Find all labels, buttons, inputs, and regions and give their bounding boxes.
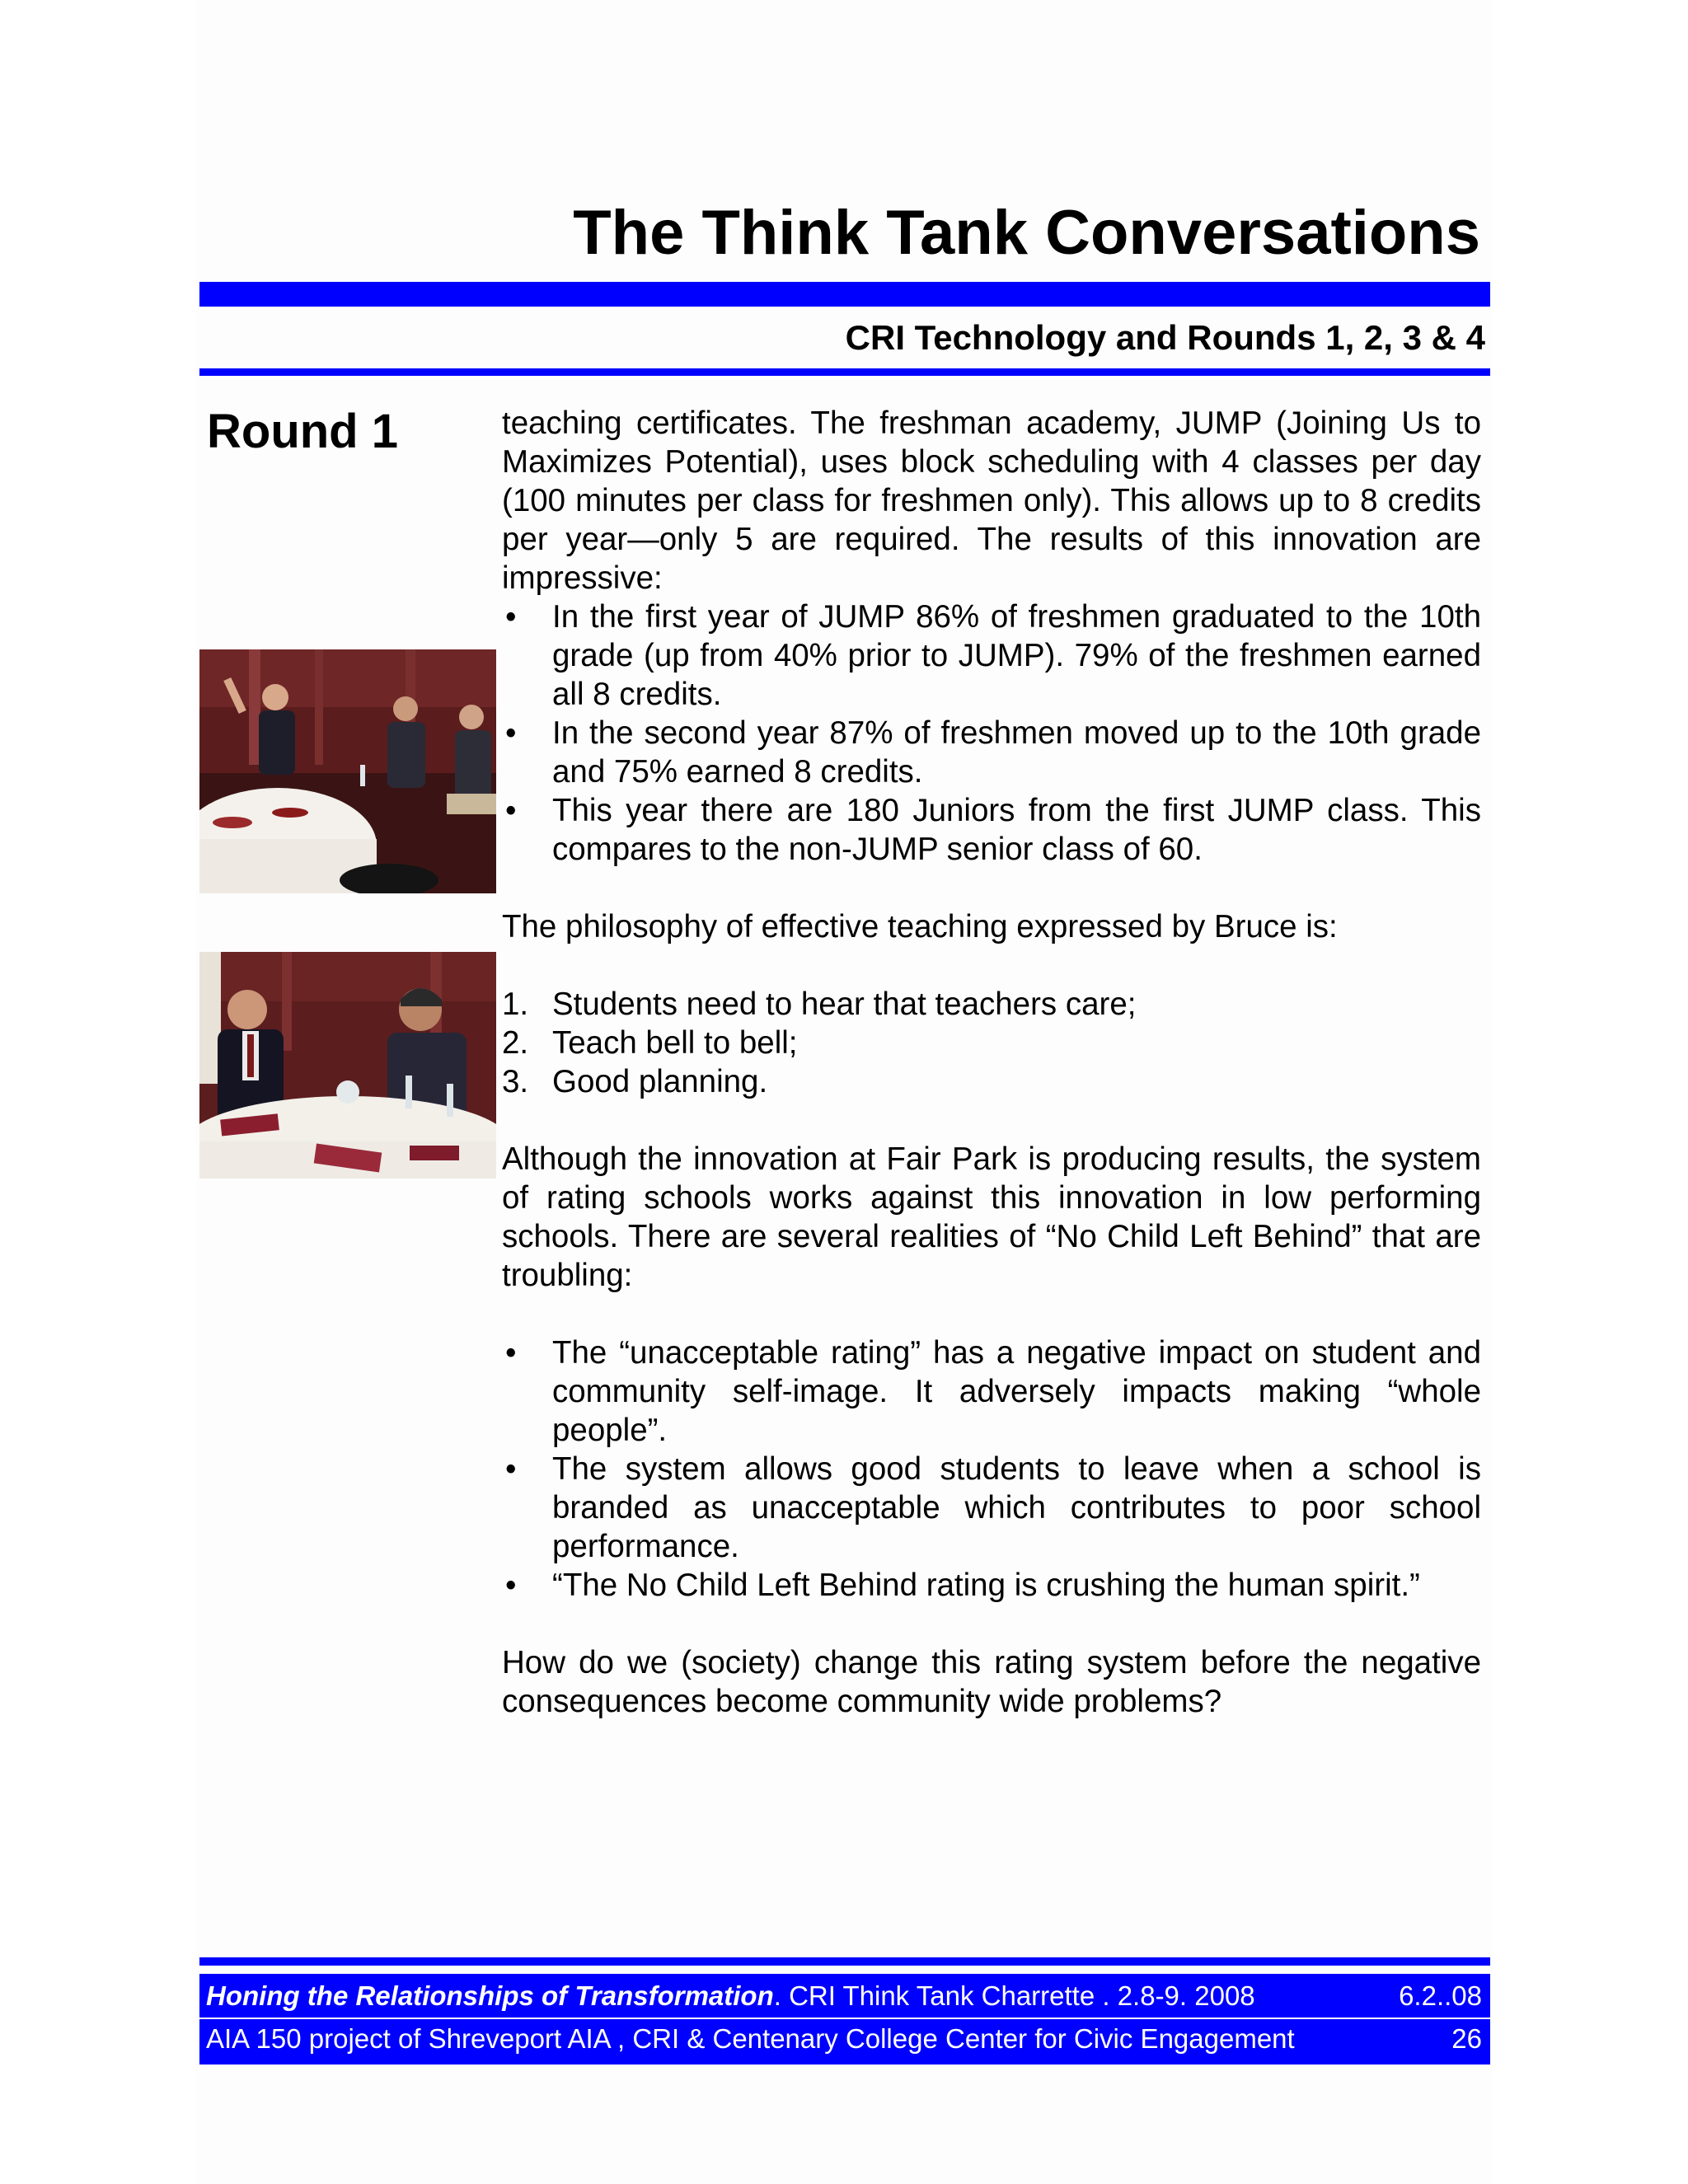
- footer-publication-title: Honing the Relationships of Transformation: [206, 1980, 774, 2011]
- results-item: • In the first year of JUMP 86% of freshmen graduated to the 10th grade (up from 40% prior to JUMP). 79% of the freshmen earned all 8 credits.: [502, 598, 1481, 714]
- page-title: The Think Tank Conversations: [573, 198, 1480, 268]
- spacer: [502, 869, 1481, 907]
- realities-item: • The system allows good students to leave when a school is branded as unacceptable which contributes to poor school performance.: [502, 1450, 1481, 1566]
- subtitle-rule: [199, 368, 1490, 376]
- section-label: Round 1: [207, 405, 398, 458]
- title-rule: [199, 282, 1490, 307]
- footer-project: AIA 150 project of Shreveport AIA , CRI & Centenary College Center for Civic Engagement: [206, 2023, 1295, 2054]
- footer-line-1: [206, 1975, 1482, 2017]
- philosophy-item: [502, 1062, 1481, 1101]
- list-text: Good planning.: [552, 1064, 768, 1099]
- meeting-photo-1: [199, 649, 496, 893]
- realities-item: • “The No Child Left Behind rating is crushing the human spirit.”: [502, 1566, 1481, 1605]
- footer-rule: [199, 1957, 1490, 1966]
- philosophy-item: [502, 985, 1481, 1024]
- list-number: 2.: [502, 1025, 529, 1061]
- realities-list: [502, 1333, 1481, 1605]
- page-footer: [199, 1974, 1490, 2064]
- meeting-photo-2: [199, 952, 496, 1179]
- list-number: 3.: [502, 1064, 529, 1099]
- results-list: [502, 598, 1481, 869]
- footer-event: . CRI Think Tank Charrette . 2.8-9. 2008: [773, 1980, 1255, 2011]
- spacer: [502, 946, 1481, 985]
- spacer: [502, 1605, 1481, 1643]
- results-item: • This year there are 180 Juniors from the first JUMP class. This compares to the non-JUMP senior class of 60.: [502, 791, 1481, 869]
- list-text: Teach bell to bell;: [552, 1025, 798, 1061]
- philosophy-list: [502, 985, 1481, 1101]
- page-subtitle: CRI Technology and Rounds 1, 2, 3 & 4: [845, 318, 1485, 357]
- realities-item: • The “unacceptable rating” has a negative impact on student and community self-image. It adversely impacts making “whole people”.: [502, 1333, 1481, 1450]
- philosophy-intro: The philosophy of effective teaching expressed by Bruce is:: [502, 909, 1338, 944]
- list-text: Students need to hear that teachers care;: [552, 987, 1137, 1022]
- rating-paragraph: Although the innovation at Fair Park is producing results, the system of rating schools works against this innovation in low performing schools. There are several realities of “No Child Left Behind” that are troubling:: [502, 1141, 1481, 1293]
- page-number: 26: [1451, 2023, 1482, 2054]
- list-number: 1.: [502, 987, 529, 1022]
- spacer: [502, 1101, 1481, 1140]
- footer-line-2: [206, 2018, 1482, 2060]
- footer-date: 6.2..08: [1399, 1980, 1482, 2011]
- article-body: [502, 404, 1481, 1721]
- spacer: [502, 1295, 1481, 1333]
- closing-question: How do we (society) change this rating system before the negative consequences become community wide problems?: [502, 1645, 1481, 1719]
- philosophy-item: [502, 1024, 1481, 1062]
- intro-paragraph: teaching certificates. The freshman academy, JUMP (Joining Us to Maximizes Potential), uses block scheduling with 4 classes per day (100 minutes per class for freshmen only). This allows up to 8 credits per year—only 5 are required. The results of this innovation are impressive:: [502, 405, 1481, 596]
- results-item: • In the second year 87% of freshmen moved up to the 10th grade and 75% earned 8 credits.: [502, 714, 1481, 791]
